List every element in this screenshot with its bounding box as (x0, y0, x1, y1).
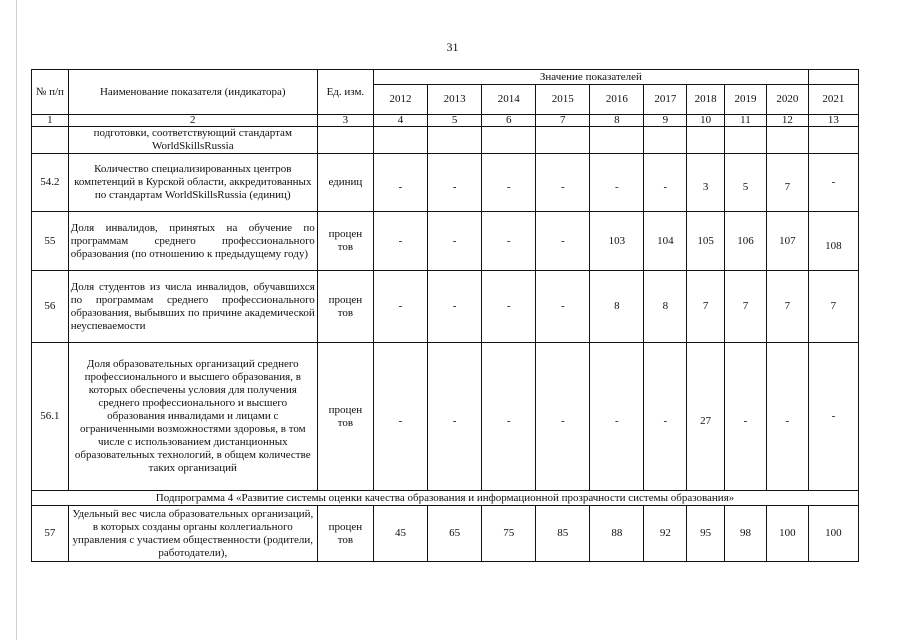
row-value: 27 (687, 343, 725, 491)
row-name: Удельный вес числа образовательных организаций, в которых созданы органы коллегиального управления с участием общественности (родители, работодатели), (68, 506, 317, 562)
row-unit (317, 127, 373, 154)
row-value: 65 (428, 506, 482, 562)
row-unit: процен тов (317, 343, 373, 491)
subprogram-title: Подпрограмма 4 «Развитие системы оценки качества образования и информационной прозрачности системы образования» (32, 491, 859, 506)
row-name: Доля инвалидов, принятых на обучение по программам среднего профессионального образования (по отношению к предыдущему году) (68, 212, 317, 271)
header-year: 2014 (482, 85, 536, 115)
header-year: 2021 (808, 85, 858, 115)
row-num (32, 127, 69, 154)
row-num: 57 (32, 506, 69, 562)
row-value: - (428, 154, 482, 212)
row-value: 103 (590, 212, 644, 271)
column-number: 13 (808, 115, 858, 127)
row-name: Доля образовательных организаций среднего профессионального и высшего образования, в которых обеспечены условия для получения среднего профессионального и высшего образования инвалидами и лицами с ограниченными возможностями здоровья, в том числе с использованием дистанционных образовательных технологий, в общем количестве таких организаций (68, 343, 317, 491)
row-value: - (428, 212, 482, 271)
row-value: - (644, 154, 687, 212)
table-row (32, 154, 859, 212)
header-values-title-cont (808, 70, 858, 85)
row-value: 107 (766, 212, 808, 271)
row-name: Количество специализированных центров компетенций в Курской области, аккредитованных по стандартам WorldSkillsRussia (единиц) (68, 154, 317, 212)
row-num: 56 (32, 271, 69, 343)
column-number: 1 (32, 115, 69, 127)
column-number: 6 (482, 115, 536, 127)
header-values-title: Значение показателей (373, 70, 808, 85)
column-number: 12 (766, 115, 808, 127)
row-value: - (373, 212, 427, 271)
row-value: - (482, 343, 536, 491)
row-value: - (808, 343, 858, 491)
row-value: 88 (590, 506, 644, 562)
row-value: 100 (766, 506, 808, 562)
column-number: 8 (590, 115, 644, 127)
row-value: - (373, 271, 427, 343)
row-value: 105 (687, 212, 725, 271)
table-row (32, 212, 859, 271)
table-row (32, 271, 859, 343)
row-value: - (428, 271, 482, 343)
row-value (808, 127, 858, 154)
row-num: 55 (32, 212, 69, 271)
row-value: - (808, 154, 858, 212)
row-value: - (482, 154, 536, 212)
row-value: - (536, 271, 590, 343)
row-value: 98 (725, 506, 767, 562)
column-number: 10 (687, 115, 725, 127)
indicators-table (31, 69, 859, 562)
row-unit: процен тов (317, 506, 373, 562)
row-num: 54.2 (32, 154, 69, 212)
row-value: 3 (687, 154, 725, 212)
header-year: 2017 (644, 85, 687, 115)
subprogram-row (32, 491, 859, 506)
table-row (32, 127, 859, 154)
header-year: 2019 (725, 85, 767, 115)
row-value (428, 127, 482, 154)
row-value: 8 (590, 271, 644, 343)
row-value: 75 (482, 506, 536, 562)
table-row (32, 506, 859, 562)
row-value: 100 (808, 506, 858, 562)
header-name: Наименование показателя (индикатора) (68, 70, 317, 115)
row-value: - (373, 343, 427, 491)
row-value: 104 (644, 212, 687, 271)
row-value: - (428, 343, 482, 491)
row-unit: процен тов (317, 271, 373, 343)
row-value (766, 127, 808, 154)
row-value: - (536, 212, 590, 271)
row-value: - (373, 154, 427, 212)
page-number: 31 (446, 40, 459, 54)
row-value: 7 (725, 271, 767, 343)
column-number: 11 (725, 115, 767, 127)
row-value: 85 (536, 506, 590, 562)
column-number: 4 (373, 115, 427, 127)
row-value: 45 (373, 506, 427, 562)
row-value: 7 (766, 271, 808, 343)
row-value: 7 (808, 271, 858, 343)
column-numbers-row (32, 115, 859, 127)
scan-edge-line (16, 0, 17, 640)
row-value: - (590, 343, 644, 491)
header-year: 2015 (536, 85, 590, 115)
row-value (536, 127, 590, 154)
row-value: 95 (687, 506, 725, 562)
row-num: 56.1 (32, 343, 69, 491)
row-value: 92 (644, 506, 687, 562)
row-value: 8 (644, 271, 687, 343)
row-value: 7 (687, 271, 725, 343)
header-year: 2012 (373, 85, 427, 115)
row-value (725, 127, 767, 154)
row-value: - (590, 154, 644, 212)
header-year: 2016 (590, 85, 644, 115)
row-value: - (482, 212, 536, 271)
row-value: - (536, 154, 590, 212)
row-value: 108 (808, 212, 858, 271)
row-value (687, 127, 725, 154)
column-number: 5 (428, 115, 482, 127)
row-value (482, 127, 536, 154)
row-unit: единиц (317, 154, 373, 212)
row-unit: процен тов (317, 212, 373, 271)
row-value (644, 127, 687, 154)
row-value: - (725, 343, 767, 491)
header-num: № п/п (32, 70, 69, 115)
column-number: 9 (644, 115, 687, 127)
row-value: 5 (725, 154, 767, 212)
row-value: - (536, 343, 590, 491)
table-row (32, 343, 859, 491)
column-number: 3 (317, 115, 373, 127)
row-value: - (482, 271, 536, 343)
header-year: 2020 (766, 85, 808, 115)
row-value (590, 127, 644, 154)
row-value: 106 (725, 212, 767, 271)
row-value: - (644, 343, 687, 491)
column-number: 2 (68, 115, 317, 127)
row-value: - (766, 343, 808, 491)
header-unit: Ед. изм. (317, 70, 373, 115)
row-name: Доля студентов из числа инвалидов, обучавшихся по программам среднего профессионального образования, выбывших по причине академической неуспеваемости (68, 271, 317, 343)
row-name: подготовки, соответствующий стандартам WorldSkillsRussia (68, 127, 317, 154)
header-year: 2013 (428, 85, 482, 115)
column-number: 7 (536, 115, 590, 127)
header-year: 2018 (687, 85, 725, 115)
row-value (373, 127, 427, 154)
row-value: 7 (766, 154, 808, 212)
